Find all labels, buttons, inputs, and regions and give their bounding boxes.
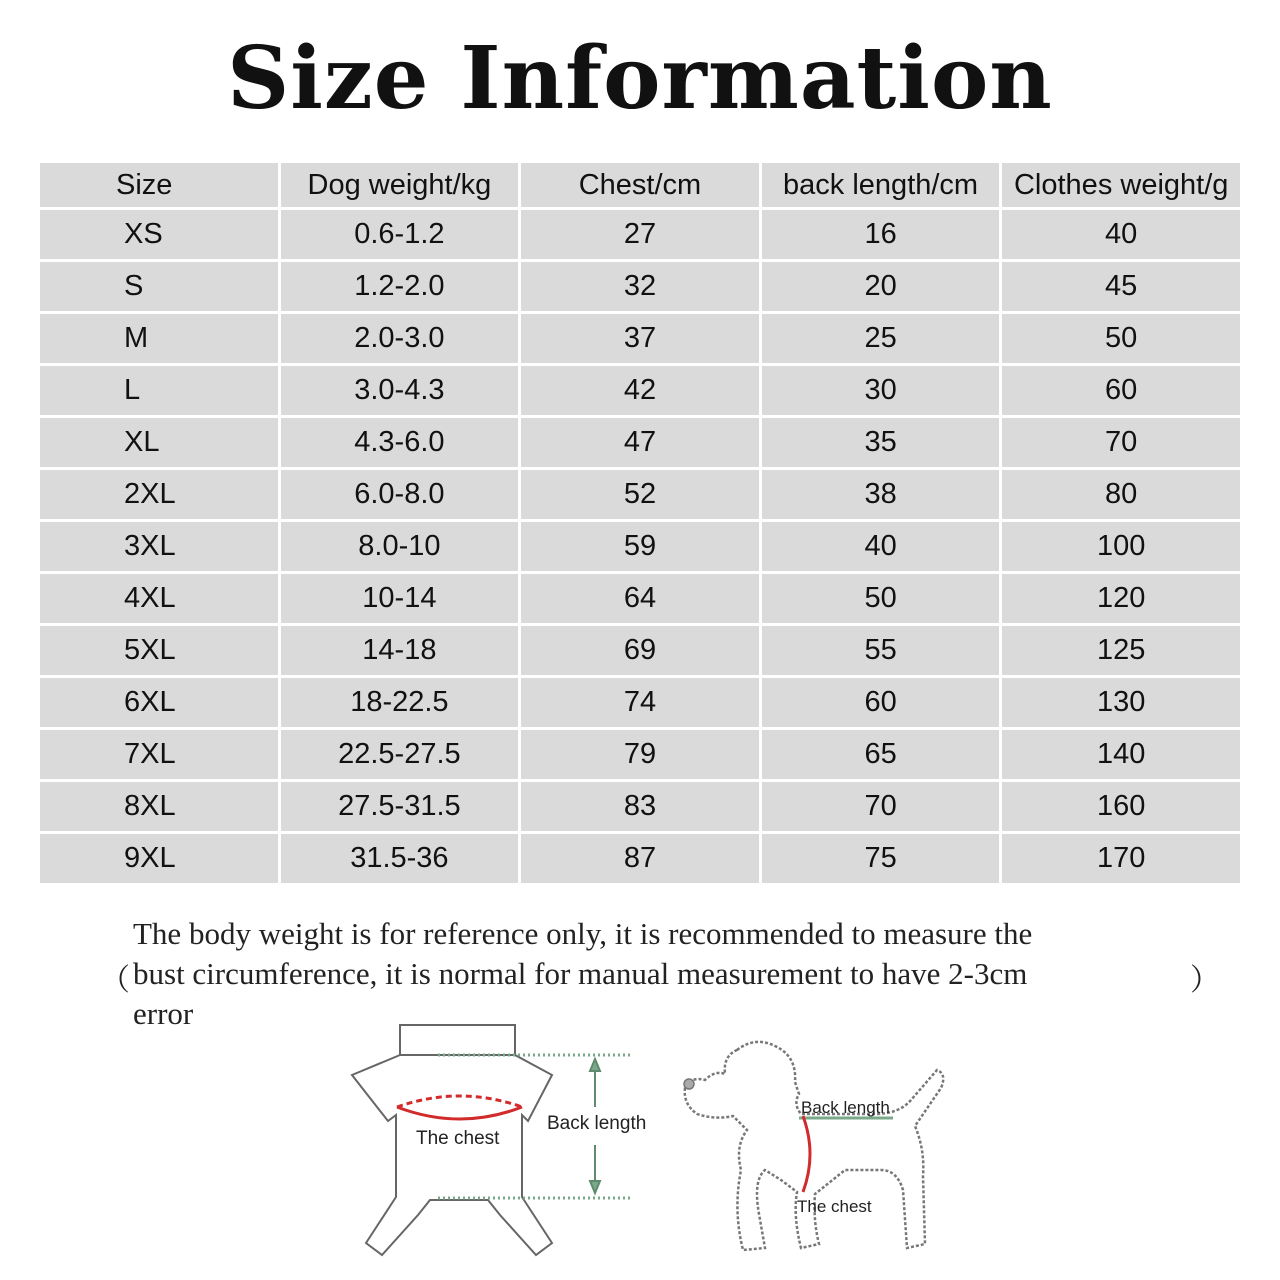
open-paren: （ [100, 964, 130, 997]
size-table [37, 160, 1243, 886]
cell-back-length: 20 [762, 262, 1000, 311]
header-dog-weight: Dog weight/kg [281, 163, 519, 207]
cell-chest: 37 [521, 314, 759, 363]
cell-chest: 87 [521, 834, 759, 883]
dog-outline [685, 1042, 944, 1250]
clothes-diagram [340, 1015, 670, 1265]
cell-clothes-weight: 125 [1002, 626, 1240, 675]
table-header-row [40, 163, 1240, 207]
dog-nose-icon [684, 1079, 694, 1089]
cell-back-length: 50 [762, 574, 1000, 623]
table-row [40, 418, 1240, 467]
cell-size: 2XL [40, 470, 278, 519]
cell-dog-weight: 22.5-27.5 [281, 730, 519, 779]
note-line-1: The body weight is for reference only, it is recommended to measure the [133, 916, 1033, 951]
cell-clothes-weight: 70 [1002, 418, 1240, 467]
cell-chest: 69 [521, 626, 759, 675]
cell-clothes-weight: 50 [1002, 314, 1240, 363]
note-line-2: bust circumference, it is normal for manual measurement to have 2-3cm [133, 956, 1028, 991]
cell-back-length: 38 [762, 470, 1000, 519]
cell-chest: 83 [521, 782, 759, 831]
table-row [40, 470, 1240, 519]
cell-clothes-weight: 60 [1002, 366, 1240, 415]
header-size: Size [40, 163, 278, 207]
table-row [40, 626, 1240, 675]
cell-clothes-weight: 120 [1002, 574, 1240, 623]
clothes-back-length-label: Back length [547, 1113, 647, 1134]
cell-back-length: 16 [762, 210, 1000, 259]
cell-dog-weight: 6.0-8.0 [281, 470, 519, 519]
table-row [40, 314, 1240, 363]
cell-size: L [40, 366, 278, 415]
cell-clothes-weight: 130 [1002, 678, 1240, 727]
cell-back-length: 30 [762, 366, 1000, 415]
cell-clothes-weight: 100 [1002, 522, 1240, 571]
cell-clothes-weight: 140 [1002, 730, 1240, 779]
page-title: Size Information [227, 28, 1053, 129]
cell-dog-weight: 4.3-6.0 [281, 418, 519, 467]
table-body [40, 210, 1240, 883]
cell-back-length: 70 [762, 782, 1000, 831]
cell-clothes-weight: 45 [1002, 262, 1240, 311]
cell-clothes-weight: 160 [1002, 782, 1240, 831]
cell-back-length: 55 [762, 626, 1000, 675]
table-row [40, 366, 1240, 415]
cell-size: M [40, 314, 278, 363]
cell-size: 9XL [40, 834, 278, 883]
table-row [40, 262, 1240, 311]
header-chest: Chest/cm [521, 163, 759, 207]
cell-clothes-weight: 40 [1002, 210, 1240, 259]
cell-chest: 32 [521, 262, 759, 311]
cell-dog-weight: 0.6-1.2 [281, 210, 519, 259]
cell-clothes-weight: 80 [1002, 470, 1240, 519]
table-row [40, 574, 1240, 623]
note-line-3: error [133, 996, 194, 1031]
cell-dog-weight: 8.0-10 [281, 522, 519, 571]
table-row [40, 522, 1240, 571]
cell-size: S [40, 262, 278, 311]
cell-dog-weight: 3.0-4.3 [281, 366, 519, 415]
dog-diagram [675, 1030, 965, 1265]
cell-back-length: 60 [762, 678, 1000, 727]
cell-back-length: 75 [762, 834, 1000, 883]
cell-size: XS [40, 210, 278, 259]
close-paren: ） [1190, 964, 1220, 997]
cell-size: 3XL [40, 522, 278, 571]
cell-back-length: 25 [762, 314, 1000, 363]
dog-back-length-label: Back length [801, 1098, 890, 1117]
dog-chest-label: The chest [797, 1197, 872, 1216]
table-row [40, 834, 1240, 883]
cell-chest: 27 [521, 210, 759, 259]
cell-dog-weight: 18-22.5 [281, 678, 519, 727]
cell-size: 4XL [40, 574, 278, 623]
cell-dog-weight: 31.5-36 [281, 834, 519, 883]
cell-size: 6XL [40, 678, 278, 727]
cell-back-length: 40 [762, 522, 1000, 571]
cell-clothes-weight: 170 [1002, 834, 1240, 883]
table-row [40, 678, 1240, 727]
cell-size: 8XL [40, 782, 278, 831]
table-row [40, 730, 1240, 779]
cell-size: 5XL [40, 626, 278, 675]
cell-dog-weight: 2.0-3.0 [281, 314, 519, 363]
cell-chest: 47 [521, 418, 759, 467]
table-row [40, 210, 1240, 259]
cell-dog-weight: 27.5-31.5 [281, 782, 519, 831]
cell-back-length: 65 [762, 730, 1000, 779]
cell-chest: 74 [521, 678, 759, 727]
cell-size: 7XL [40, 730, 278, 779]
cell-dog-weight: 10-14 [281, 574, 519, 623]
header-clothes-weight: Clothes weight/g [1002, 163, 1240, 207]
cell-chest: 42 [521, 366, 759, 415]
cell-chest: 52 [521, 470, 759, 519]
clothes-chest-label: The chest [416, 1128, 500, 1149]
table-row [40, 782, 1240, 831]
cell-size: XL [40, 418, 278, 467]
cell-chest: 59 [521, 522, 759, 571]
cell-chest: 64 [521, 574, 759, 623]
cell-back-length: 35 [762, 418, 1000, 467]
cell-dog-weight: 14-18 [281, 626, 519, 675]
header-back-length: back length/cm [762, 163, 1000, 207]
cell-dog-weight: 1.2-2.0 [281, 262, 519, 311]
cell-chest: 79 [521, 730, 759, 779]
